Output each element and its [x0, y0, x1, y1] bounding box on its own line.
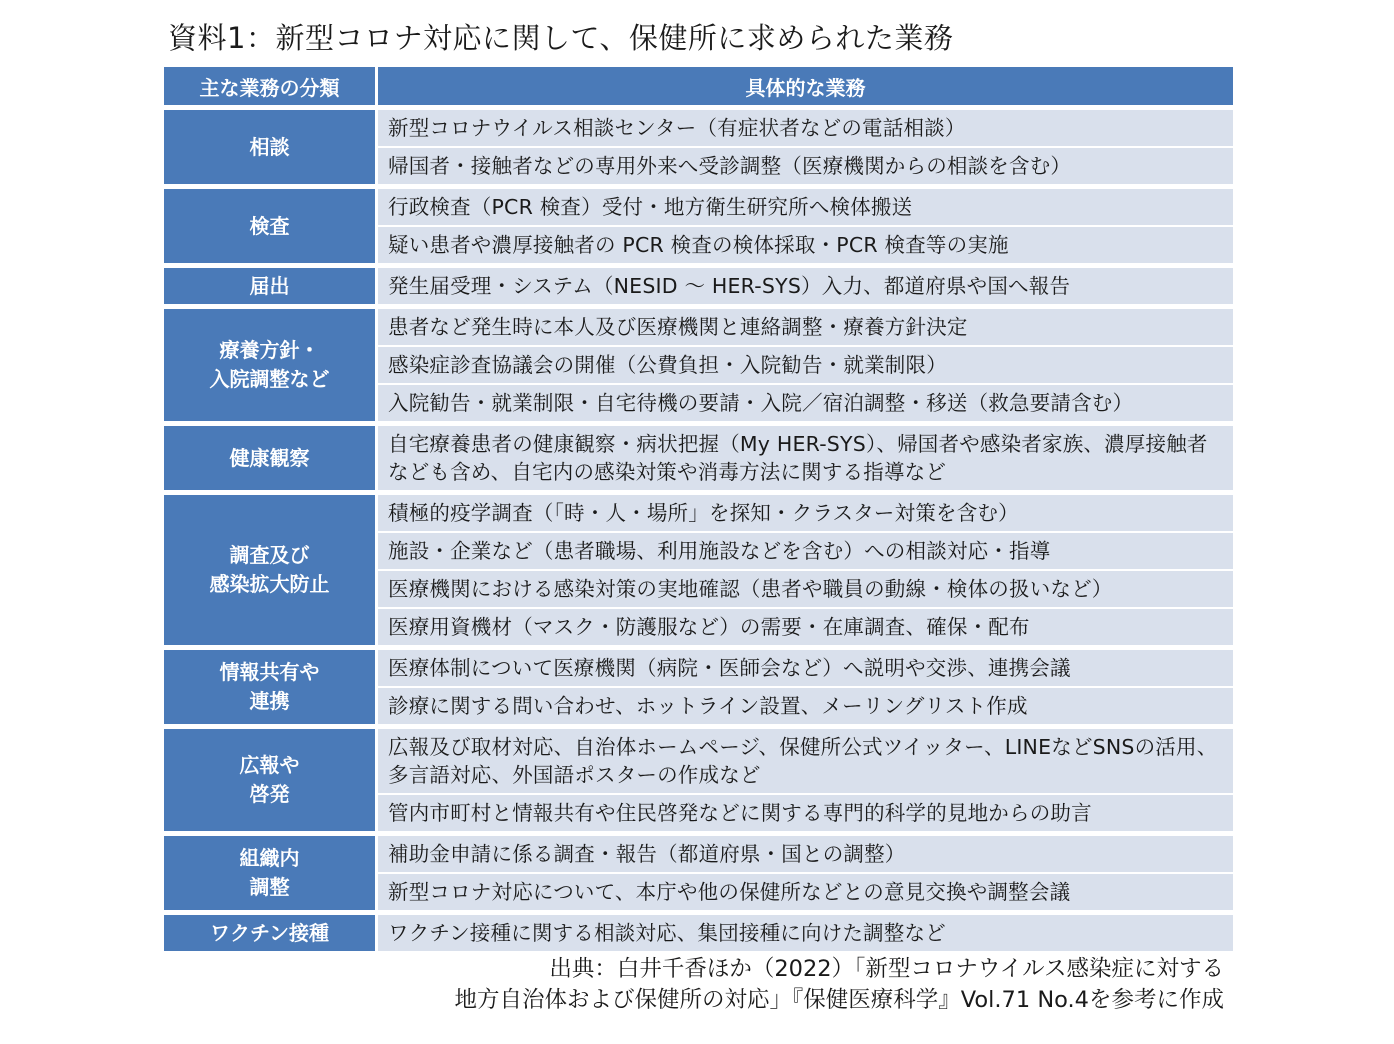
task-cell: 施設・企業など（患者職場、利用施設などを含む）への相談対応・指導 [378, 531, 1233, 569]
source-line: 出典：白井千香ほか（2022）「新型コロナウイルス感染症に対する [549, 956, 1224, 982]
task-cell: 管内市町村と情報共有や住民啓発などに関する専門的科学的見地からの助言 [378, 793, 1233, 831]
category-cell [164, 490, 378, 645]
task-cell: 自宅療養患者の健康観察・病状把握（My HER-SYS）、帰国者や感染者家族、濃厚接触者なども含め、自宅内の感染対策や消毒方法に関する指導など [378, 421, 1233, 490]
category-label: 調整 [249, 875, 290, 899]
table-row [164, 831, 1233, 872]
table-row [164, 105, 1233, 146]
category-cell [164, 184, 378, 263]
category-cell [164, 645, 378, 724]
task-cell: 行政検査（PCR 検査）受付・地方衛生研究所へ検体搬送 [378, 184, 1233, 225]
task-cell: 患者など発生時に本人及び医療機関と連絡調整・療養方針決定 [378, 304, 1233, 345]
category-label: 情報共有や [219, 660, 320, 684]
duties-table [164, 67, 1233, 951]
task-cell: 帰国者・接触者などの専用外来へ受診調整（医療機関からの相談を含む） [378, 146, 1233, 184]
table-header-row [164, 67, 1233, 105]
category-cell [164, 910, 378, 951]
category-cell [164, 724, 378, 831]
source-line: 地方自治体および保健所の対応」『保健医療科学』Vol.71 No.4を参考に作成 [454, 987, 1224, 1013]
category-label: ワクチン接種 [210, 920, 329, 945]
table-row [164, 184, 1233, 225]
task-cell: 診療に関する問い合わせ、ホットライン設置、メーリングリスト作成 [378, 686, 1233, 724]
category-label: 連携 [249, 689, 290, 713]
task-cell: 新型コロナ対応について、本庁や他の保健所などとの意見交換や調整会議 [378, 872, 1233, 910]
task-cell: 医療用資機材（マスク・防護服など）の需要・在庫調査、確保・配布 [378, 607, 1233, 645]
table-row [164, 724, 1233, 793]
document-title: 資料1：新型コロナ対応に関して、保健所に求められた業務 [168, 21, 954, 55]
task-cell: ワクチン接種に関する相談対応、集団接種に向けた調整など [378, 910, 1233, 951]
category-cell [164, 421, 378, 490]
task-cell: 発生届受理・システム（NESID ～ HER-SYS）入力、都道府県や国へ報告 [378, 263, 1233, 304]
category-cell [164, 263, 378, 304]
table-row [164, 421, 1233, 490]
category-label: 調査及び [229, 543, 310, 567]
table-row [164, 490, 1233, 531]
task-cell: 感染症診査協議会の開催（公費負担・入院勧告・就業制限） [378, 345, 1233, 383]
category-cell [164, 304, 378, 421]
task-cell: 広報及び取材対応、自治体ホームページ、保健所公式ツイッター、LINEなどSNSの活用、多言語対応、外国語ポスターの作成など [378, 724, 1233, 793]
table-body [164, 105, 1233, 951]
category-cell [164, 831, 378, 910]
table-row [164, 263, 1233, 304]
category-label: 療養方針・ [219, 338, 320, 362]
category-label: 広報や [239, 753, 300, 777]
task-cell: 新型コロナウイルス相談センター（有症状者などの電話相談） [378, 105, 1233, 146]
table-row [164, 645, 1233, 686]
category-label: 届出 [249, 273, 290, 298]
category-label: 啓発 [249, 782, 290, 806]
table-row [164, 304, 1233, 345]
category-label: 入院調整など [209, 367, 330, 391]
category-label: 検査 [249, 213, 290, 238]
header-category: 主な業務の分類 [164, 67, 378, 105]
category-label: 感染拡大防止 [209, 572, 330, 596]
category-label: 相談 [249, 134, 290, 159]
task-cell: 医療体制について医療機関（病院・医師会など）へ説明や交渉、連携会議 [378, 645, 1233, 686]
task-cell: 補助金申請に係る調査・報告（都道府県・国との調整） [378, 831, 1233, 872]
source-note [454, 954, 1224, 1016]
category-label: 健康観察 [229, 445, 310, 470]
header-tasks: 具体的な業務 [378, 67, 1233, 105]
category-cell [164, 105, 378, 184]
table-row [164, 910, 1233, 951]
task-cell: 積極的疫学調査（「時・人・場所」を探知・クラスター対策を含む） [378, 490, 1233, 531]
category-label: 組織内 [239, 846, 300, 870]
task-cell: 疑い患者や濃厚接触者の PCR 検査の検体採取・PCR 検査等の実施 [378, 225, 1233, 263]
task-cell: 医療機関における感染対策の実地確認（患者や職員の動線・検体の扱いなど） [378, 569, 1233, 607]
task-cell: 入院勧告・就業制限・自宅待機の要請・入院／宿泊調整・移送（救急要請含む） [378, 383, 1233, 421]
